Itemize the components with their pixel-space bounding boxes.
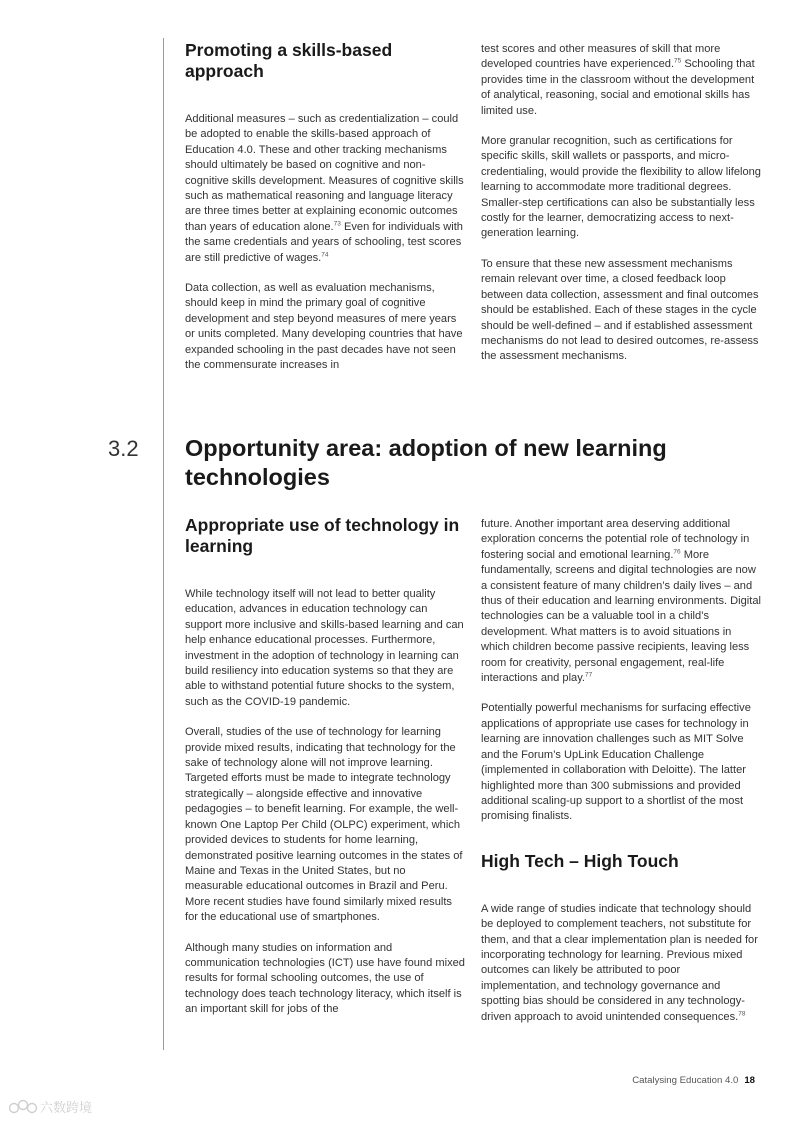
watermark-logo [8, 1097, 108, 1117]
subheading-high-tech: High Tech – High Touch [481, 850, 679, 871]
footnote-ref: 76 [673, 548, 681, 556]
section-number: 3.2 [108, 436, 139, 461]
subheading-skills-based: Promoting a skills-based approach [185, 40, 393, 81]
paragraph: Potentially powerful mechanisms for surfacing effective applications of appropriate use cases for technology in learning are innovation challenges such as MIT Solve and the Forum’s UpLink Education Challenge (implemented in collaboration with Deloitte). The latter highlighted more than 300 submissions and provided additional scaling-up support to a shortlist of the most promising finalists. [481, 702, 751, 823]
page-footer [632, 1075, 755, 1086]
paragraph: Overall, studies of the use of technology for learning provide mixed results, indicating that technology for the sake of technology alone will not improve learning. Targeted efforts must be made to integrate technology strategically – alongside effective and innovative pedagogies – to benefit learning. For example, the well-known One Laptop Per Child (OLPC) experiment, which provided devices to students for home learning, demonstrated positive learning outcomes in the states of Maine and Texas in the United States, but no measurable educational outcomes in Brazil and Peru. More recent studies have found similarly mixed results for the educational use of smartphones. [185, 726, 463, 924]
column-lower-right [481, 517, 761, 1025]
paragraph: Although many studies on information and communication technologies (ICT) use have found mixed results for formal schooling outcomes, the use of technology does teach technology literacy, which itself is an important skill for jobs of the [185, 941, 465, 1016]
paragraph: While technology itself will not lead to better quality education, advances in education technology can support more inclusive and skills-based learning and can help enhance educational processes. Furthermore, investment in the adoption of technology in learning can build resiliency into education systems so that they are able to withstand potential future shocks to the system, such as the COVID-19 pandemic. [185, 588, 464, 708]
footnote-ref: 78 [738, 1009, 746, 1017]
page-number: 18 [744, 1075, 755, 1086]
paragraph: test scores and other measures of skill that more developed countries have experienced.$^{75}$ Schooling that provides time in the classroom without the development of analytical, reasoning, social and emotional skills has limited use. [481, 43, 755, 117]
column-lower-left [185, 515, 465, 1018]
paragraph: Data collection, as well as evaluation mechanisms, should keep in mind the primary goal of cognitive development and step beyond measures of mere years or units completed. Many developing countries that have expanded schooling in the past decades have not seen the commensurate increases in [185, 282, 463, 372]
svg-text:六数跨境: 六数跨境 [40, 1101, 93, 1116]
section-title: Opportunity area: adoption of new learning technologies [185, 435, 667, 490]
paragraph: future. Another important area deserving additional exploration concerns the potential role of technology in fostering social and emotional learning.$^{76}$ More fundamentally, screens and digital technologies are now a consistent feature of many children’s daily lives – and thus of their education and learning environments. Digital technologies can be a valuable tool in a child’s development. What matters is to avoid situations in which children become passive recipients, leaving less room for creativity, personal engagement, real-life interactions and play.$^{77}$ [481, 518, 761, 685]
paragraph: To ensure that these new assessment mechanisms remain relevant over time, a closed feedback loop between data collection, assessment and final outcomes should be established. Each of these stages in the cycle should be well-defined – and if established assessment mechanisms do not lead to desired outcomes, re-assess the assessment mechanisms. [481, 257, 759, 363]
column-upper-right [481, 42, 761, 365]
paragraph: A wide range of studies indicate that technology should be deployed to complement teachers, not substitute for them, and that a clear implementation plan is needed for incorporating technology for learning. Previous mixed outcomes can likely be attributed to poor implementation, and technology governance and spotting bias should be considered in any technology-driven approach to avoid unintended consequences.$^{78}$ [481, 902, 758, 1023]
vertical-rule [163, 38, 164, 1050]
watermark-logo-icon [8, 1097, 108, 1117]
column-upper-left [185, 40, 465, 374]
footnote-ref: 74 [321, 250, 329, 258]
footnote-ref: 73 [333, 220, 341, 228]
footer-title: Catalysing Education 4.0 [632, 1075, 739, 1086]
footnote-ref: 77 [585, 671, 593, 679]
paragraph: More granular recognition, such as certifications for specific skills, skill wallets or passports, and micro-credentialing, would provide the flexibility to allow lifelong learning to accommodate more traditional degrees. Smaller-step certifications can also be substantially less costly for the learner, democratizing access to next-generation learning. [481, 135, 761, 240]
subheading-appropriate-use: Appropriate use of technology in learning [185, 515, 460, 556]
footnote-ref: 75 [674, 57, 682, 65]
paragraph: Additional measures – such as credentialization – could be adopted to enable the skills-based approach of Education 4.0. These and other tracking mechanisms should ultimately be based on cognitive and non-cognitive skills development. Measures of cognitive skills such as mathematical reasoning and language literacy are three times better at explaining economic outcomes than years of education alone.$^{73}$ Even for individuals with the same credentials and years of schooling, test scores are still predictive of wages.$^{74}$ [185, 113, 464, 264]
